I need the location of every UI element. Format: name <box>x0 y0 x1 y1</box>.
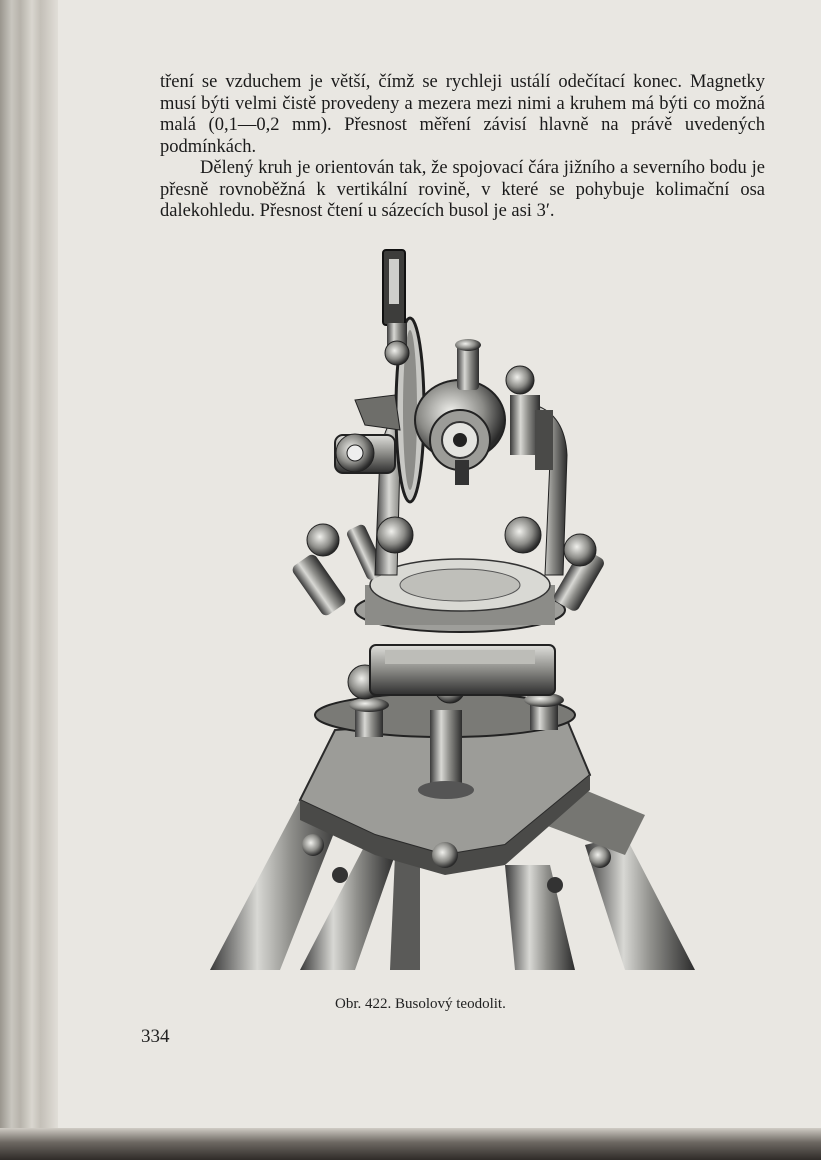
body-text <box>160 72 765 223</box>
page-number: 334 <box>141 1026 170 1047</box>
page-bottom-edge <box>0 1128 821 1160</box>
paragraph-1: tření se vzduchem je větší, čímž se rychleji ustálí odečítací konec. Magnetky musí býti velmi čistě provedeny a mezera mezi nimi a kruhem má býti co možná malá (0,1—0,2 mm). Přesnost měření závisí hlavně na právě uvedených podmínkách. <box>160 72 765 157</box>
theodolite-illustration <box>205 245 700 975</box>
page-edge-stack <box>0 0 58 1140</box>
figure-caption: Obr. 422. Busolový teodolit. <box>335 996 506 1012</box>
top-sight <box>383 250 409 365</box>
alidade-block <box>355 559 565 695</box>
telescope <box>415 339 553 485</box>
paragraph-2: Dělený kruh je orientován tak, že spojovací čára jižního a severního bodu je přesně rovnoběžná k vertikální rovině, v které se pohybuje kolimační osa dalekohledu. Přesnost čtení u sázecích busol je asi 3′. <box>160 158 765 221</box>
